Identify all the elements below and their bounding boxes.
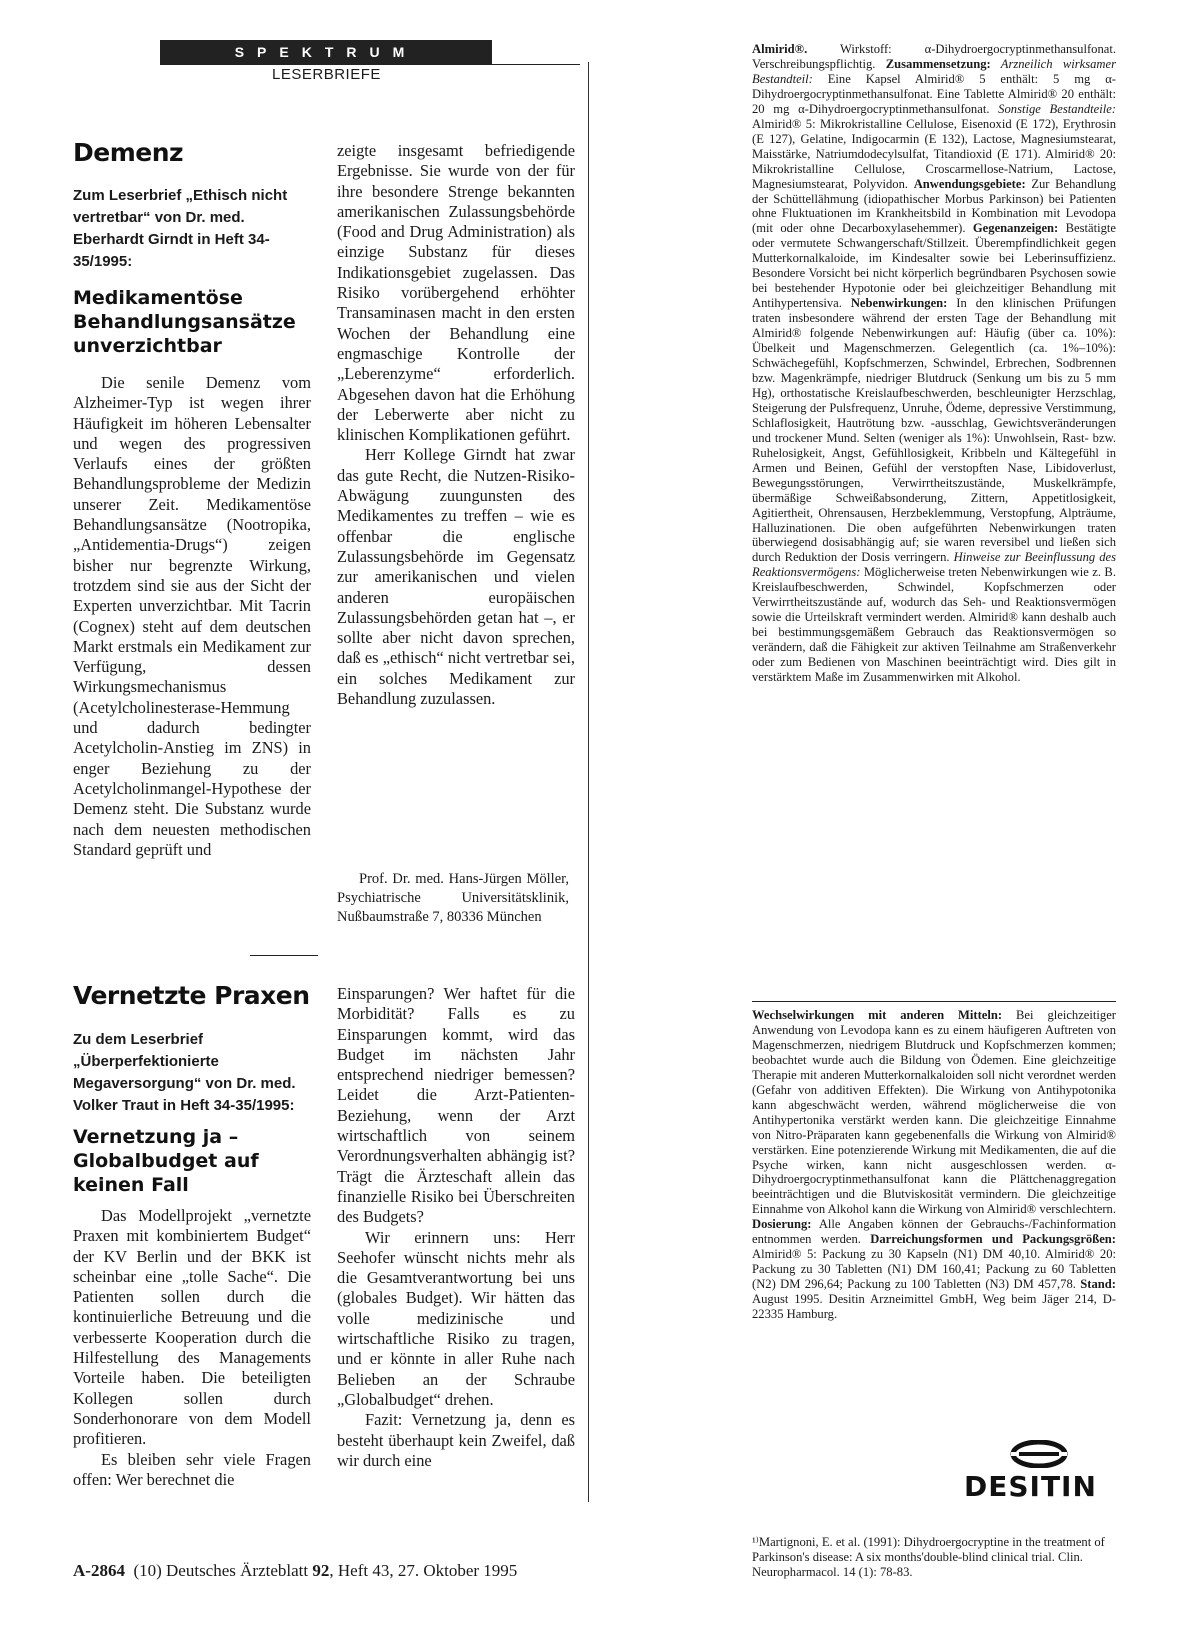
issue-date: , Heft 43, 27. Oktober 1995 bbox=[329, 1561, 518, 1580]
pharma-italic: Hinweise zur Beeinflussung des Reaktionsvermögens: bbox=[752, 550, 1116, 580]
article-separator bbox=[250, 955, 318, 956]
section-banner: SPEKTRUM bbox=[160, 40, 492, 64]
article1-col2 bbox=[337, 141, 575, 709]
column-divider bbox=[588, 62, 589, 1502]
pharma-text: August 1995. Desitin Arzneimittel GmbH, Weg beim Jäger 214, D-22335 Hamburg. bbox=[752, 1292, 1116, 1322]
pharma-italic: Sonstige Bestandteile: bbox=[998, 101, 1116, 116]
pharma-heading: Nebenwirkungen: bbox=[850, 296, 948, 311]
article2-col2-p3: Fazit: Vernetzung ja, denn es besteht überhaupt kein Zweifel, daß wir durch eine bbox=[337, 1410, 575, 1470]
article1-subhead: Medikamentöse Behandlungsansätze unverzichtbar bbox=[73, 287, 296, 357]
pharma-text: Zur Behandlung der Schüttellähmung (idiopathischer Morbus Parkinson) bei Patienten ohne Fluktuationen im Krankheitsbild in Kombination mit Levodopa (mit oder ohne Decarboxylasehemmer). bbox=[752, 176, 1117, 236]
pharma-text: In den klinischen Prüfungen traten insbesondere während der ersten Tage der Behandlung mit Almirid® folgende Nebenwirkungen auf: Häufig (über ca. 10%): Übelkeit und Magenschmerzen. Gelegentlich (ca. 1%–10%): Schwächegefühl, Kopfschmerzen, Schwindel, Erbrechen, Sodbrennen bzw. Magenkrämpfe, niedriger Blutdruck (Senkung um bis zu 5 mm Hg), orthostatische Kreislaufbeschwerden, beschleunigter Herzschlag, Steigerung der Pulsfrequenz, Unruhe, Ödeme, depressive Verstimmung, Schlaflosigkeit, Hautrötung bzw. -ausschlag, Gewichtsveränderungen und trockener Mund. Selten (weniger als 1%): Unwohlsein, Rast- bzw. Ruhelosigkeit, Angst, Gefühllosigkeit, Kribbeln und Kältegefühl in Armen und Beinen, Gefühl der verstopften Nase, Libidoverlust, Bewegungsstörungen, Verwirrtheitszustände, Muskelkrämpfe, übermäßige Schweißabsonderung, Zittern, Appetitlosigkeit, Agitiertheit, Ohrensausen, Herzbeklemmung, Verstopfung, Alpträume, Halluzinationen. Die oben aufgeführten Nebenwirkungen traten überwiegend dosisabhängig auf; sie waren reversibel und ließen sich durch Reduktion der Dosis verringern. bbox=[752, 296, 1116, 565]
footnote: ¹⁾Martignoni, E. et al. (1991): Dihydroergocryptine in the treatment of Parkinson's disease: A six months'double-blind clinical trial. Clin. Neuropharmacol. 14 (1): 78-83. bbox=[752, 1535, 1105, 1579]
subsection-label: LESERBRIEFE bbox=[272, 66, 381, 83]
article2-col2-p1: Einsparungen? Wer haftet für die Morbidität? Falls es zu Einsparungen kommt, wird das Budget im nächsten Jahr entsprechend niedriger bemessen? Leidet die Arzt-Patienten-Beziehung, wenn der Arzt wirtschaftlich von seinem Verordnungsverhalten abhängig ist? Trägt die Ärzteschaft allein das finanzielle Risiko bei Überschreiten des Budgets? bbox=[337, 984, 575, 1227]
desitin-emblem-icon bbox=[1009, 1440, 1069, 1468]
pharma-text: Bei gleichzeitiger Anwendung von Levodopa kann es zu einem häufigeren Auftreten von Magenschmerzen, niedrigem Blutdruck und Kopfschmerzen kommen; beobachtet wurde auch die Bildung von Ödemen. Eine gleichzeitige Therapie mit anderen Mutterkornalkaloiden soll nicht verordnet werden (Gefahr von additiven Effekten). Die Wirkung von Antihypotonika kann abgeschwächt werden, während möglicherweise die von Antihypertonika verstärkt werden kann. Die gleichzeitige Einnahme von Nitro-Präparaten kann gegebenenfalls die Wirkung von Almirid® verstärken. Eine potenzierende Wirkung mit Medikamenten, die auf die Psyche wirken, kann nicht ausgeschlossen werden. α-Dihydroergocryptinmethansulfonat kann die Plättchenaggregation beeinträchtigen und die Blutviskosität vermindern. Die gleichzeitige Einnahme von Alkohol kann die Wirkung von Almirid® verschlechtern. bbox=[752, 1008, 1116, 1217]
desitin-wordmark: DESITIN bbox=[964, 1470, 1097, 1503]
pharma-text: Almirid® 5: Packung zu 30 Kapseln (N1) DM 40,10. Almirid® 20: Packung zu 30 Tabletten (N1) DM 160,41; Packung zu 60 Tabletten (N2) DM 296,64; Packung zu 100 Tabletten (N3) DM 457,78. bbox=[752, 1247, 1116, 1292]
article2-intro: Zu dem Leserbrief „Überperfektionierte Megaversorgung“ von Dr. med. Volker Traut in Heft 34-35/1995: bbox=[73, 1031, 296, 1114]
article1-signature: Prof. Dr. med. Hans-Jürgen Möller, Psychiatrische Universitätsklinik, Nußbaumstraße 7, 80336 München bbox=[337, 871, 569, 925]
page-number: A-2864 bbox=[73, 1561, 125, 1580]
pharma-text: Wirkstoff: α-Dihydroergocryptinmethansulfonat. Verschreibungspflichtig. bbox=[752, 42, 1116, 71]
article2-col2 bbox=[337, 984, 575, 1471]
article1-col2-p2: Herr Kollege Girndt hat zwar das gute Recht, die Nutzen-Risiko-Abwägung zuungunsten des Medikamentes zu treffen – wie es offenbar die englische Zulassungsbehörde im Gegensatz zur amerikanischen und vielen anderen europäischen Zulassungsbehörden getan hat –, er sollte aber nicht davon sprechen, daß es „ethisch“ nicht vertretbar sei, ein solches Medikament zur Behandlung zuzulassen. bbox=[337, 445, 575, 709]
article2-headline: Vernetzte Praxen bbox=[73, 981, 310, 1010]
article1-intro: Zum Leserbrief „Ethisch nicht vertretbar“ von Dr. med. Eberhardt Girndt in Heft 34-35/1995: bbox=[73, 187, 288, 270]
desitin-logo bbox=[958, 1440, 1120, 1506]
article2-col1-p1: Das Modellprojekt „vernetzte Praxen mit kombiniertem Budget“ der KV Berlin und der BKK ist scheinbar eine „tolle Sache“. Die Patienten sollen durch die kontinuierliche Betreuung und die verbesserte Kooperation durch die Hilfestellung des Managements Vorteile haben. Die beteiligten Kollegen sollen durch Sonderhonorare von dem Modell profitieren. bbox=[73, 1206, 311, 1449]
pharma-heading: Stand: bbox=[1080, 1277, 1116, 1292]
article1-col1-text: Die senile Demenz vom Alzheimer-Typ ist wegen ihrer Häufigkeit im höheren Lebensalter und wegen des progressiven Verlaufs eines der größten Behandlungsprobleme der Medizin unserer Zeit. Medikamentöse Behandlungsansätze (Nootropika, „Antidementia-Drugs“) zeigen bisher nur begrenzte Wirkung, trotzdem sind sie aus der Sicht der Experten unverzichtbar. Mit Tacrin (Cognex) steht auf dem deutschen Markt erstmals ein Medikament zur Verfügung, dessen Wirkungsmechanismus (Acetylcholinesterase-Hemmung und dadurch bedingter Acetylcholin-Anstieg im ZNS) in enger Beziehung zu der Acetylcholinmangel-Hypothese der Demenz steht. Die Substanz wurde nach dem neuesten methodischen Standard geprüft und bbox=[73, 373, 311, 859]
pharma-info-block bbox=[752, 42, 1116, 685]
pharma-heading: Anwendungsgebiete: bbox=[913, 176, 1026, 191]
article2-col1-p2: Es bleiben sehr viele Fragen offen: Wer berechnet die bbox=[73, 1449, 311, 1489]
pharma-info-block-2 bbox=[752, 1008, 1116, 1322]
volume: 92 bbox=[312, 1561, 330, 1580]
pharma-heading: Gegenanzeigen: bbox=[972, 221, 1059, 236]
pharma-text: Eine Kapsel Almirid® 5 enthält: 5 mg α-Dihydroergocryptinmethansulfonat. Eine Tablette Almirid® 20 enthält: 20 mg α-Dihydroergocryptinmethansulfonat. bbox=[752, 71, 1116, 116]
pharma-divider bbox=[752, 1001, 1116, 1002]
pharma-text: Almirid® 5: Mikrokristalline Cellulose, Eisenoxid (E 172), Erythrosin (E 127), Gelatine, Indigocarmin (E 132), Lactose, Magnesiumstearat, Maisstärke, Natriumdodecylsulfat, Titandioxid (E 171). Almirid® 20: Mikrokristalline Cellulose, Croscarmellose-Natrium, Lactose, Magnesiumstearat, Polyvidon. bbox=[752, 116, 1116, 191]
article1-headline: Demenz bbox=[73, 138, 184, 167]
pharma-heading: Zusammensetzung: bbox=[885, 56, 991, 71]
pharma-heading: Wechselwirkungen mit anderen Mitteln: bbox=[752, 1008, 1003, 1022]
pharma-heading: Darreichungsformen und Packungsgrößen: bbox=[870, 1232, 1116, 1247]
article1-col2-p1: zeigte insgesamt befriedigende Ergebnisse. Sie wurde von der für ihre besondere Strenge bekannten amerikanischen Zulassungsbehörde (Food and Drug Administration) als einzige Substanz für dieses Indikationsgebiet zugelassen. Das Risiko vorübergehend erhöhter Transaminasen macht in den ersten Wochen der Behandlung eine engmaschige Kontrolle der „Leberenzyme“ erforderlich. Abgesehen davon hat die Erhöhung der Leberwerte aber nicht zu klinischen Komplikationen geführt. bbox=[337, 141, 575, 445]
article2-subhead: Vernetzung ja – Globalbudget auf keinen Fall bbox=[73, 1126, 259, 1196]
article1-col1 bbox=[73, 373, 311, 860]
journal-name: (10) Deutsches Ärzteblatt bbox=[133, 1561, 313, 1580]
pharma-text: Möglicherweise treten Nebenwirkungen wie z. B. Kreislaufbeschwerden, Schwindel, Kopfschmerzen oder Verwirrtheitszustände auf, wodurch das Seh- und Reaktionsvermögen sowie die Urteilskraft vermindert werden. Almirid® kann deshalb auch bei bestimmungsgemäßem Gebrauch das Reaktionsvermögen so verändern, daß die Fähigkeit zur aktiven Teilnahme am Straßenverkehr oder zum Bedienen von Maschinen beeinträchtigt wird. Dies gilt in verstärktem Maße im Zusammenwirken mit Alkohol. bbox=[752, 565, 1116, 685]
drug-name: Almirid®. bbox=[752, 42, 808, 56]
article2-col1 bbox=[73, 1206, 311, 1490]
header-rule bbox=[160, 64, 580, 65]
pharma-text: Alle Angaben können der Gebrauchs-/Fachinformation entnommen werden. bbox=[752, 1217, 1116, 1247]
pharma-italic: Arzneilich wirksamer Bestandteil: bbox=[752, 56, 1116, 86]
page-footer bbox=[73, 1561, 517, 1581]
pharma-heading: Dosierung: bbox=[752, 1217, 812, 1232]
article2-col2-p2: Wir erinnern uns: Herr Seehofer wünscht nichts mehr als die Gesamtverantwortung bei uns (globales Budget). Wir hätten das volle medizinische und wirtschaftliche Risiko zu tragen, und er könnte in aller Ruhe nach Belieben an der Schraube „Globalbudget“ drehen. bbox=[337, 1227, 575, 1409]
pharma-text: Bestätigte oder vermutete Schwangerschaft/Stillzeit. Überempfindlichkeit gegen Mutterkornalkaloide, im Kindesalter sowie bei Leberinsuffizienz. Besondere Vorsicht bei nicht körperlich begründbaren Psychosen sowie bei bestehender Hypotonie oder bei gleichzeitiger Behandlung mit Antihypertensiva. bbox=[752, 221, 1116, 311]
